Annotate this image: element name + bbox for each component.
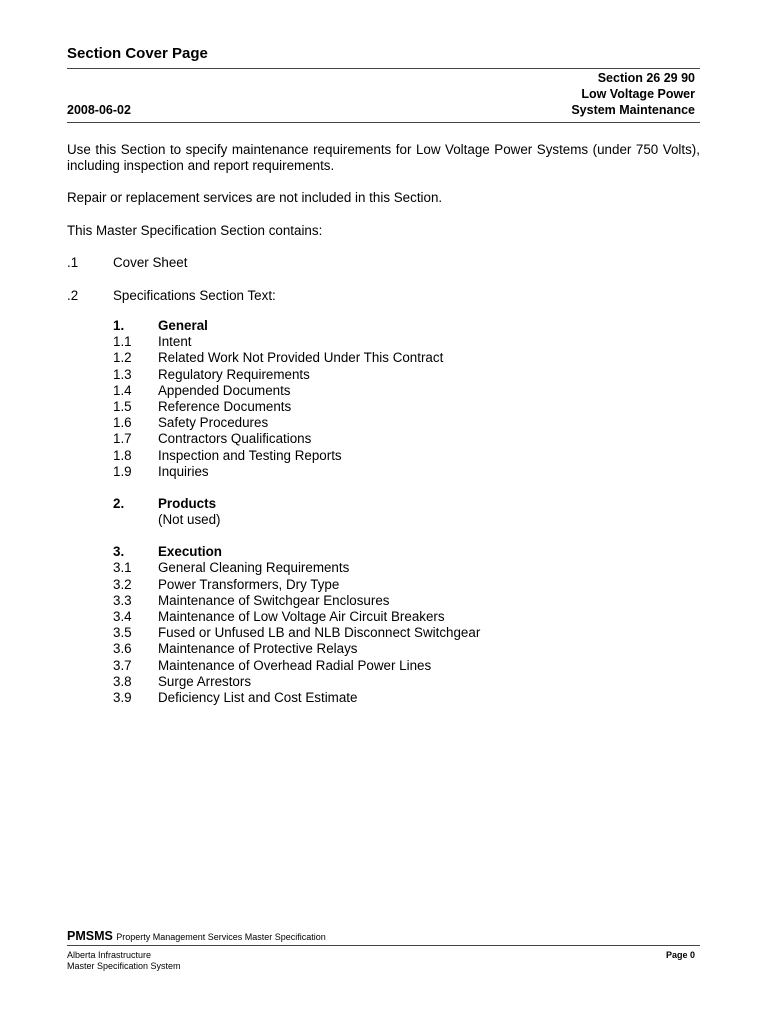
intro-paragraph: Use this Section to specify maintenance requirements for Low Voltage Power Systems (under 750 Volts), including inspection and report requirements.	[67, 142, 700, 173]
footer-brand-name: Property Management Services Master Specification	[116, 932, 326, 942]
list-item: 1.6 Safety Procedures	[113, 415, 269, 431]
footer-org-line1: Alberta Infrastructure	[67, 950, 152, 960]
section-identifier	[571, 70, 695, 118]
list-item: 1.1 Intent	[113, 334, 192, 350]
list-item: 3.6 Maintenance of Protective Relays	[113, 641, 358, 657]
issue-date: 2008-06-02	[67, 103, 131, 117]
header-top-rule	[67, 68, 700, 69]
part-heading: 3. Execution	[113, 544, 222, 560]
footer-brand-acronym: PMSMS	[67, 929, 113, 943]
list-item: 3.2 Power Transformers, Dry Type	[113, 576, 340, 592]
list-item: 3.9 Deficiency List and Cost Estimate	[113, 689, 358, 705]
footer-org-line2: Master Specification System	[67, 961, 181, 971]
list-item: 3.5 Fused or Unfused LB and NLB Disconnect Switchgear	[113, 625, 481, 641]
item-text: Specifications Section Text:	[113, 288, 276, 303]
section-name-line2: System Maintenance	[571, 103, 695, 117]
exclusion-paragraph: Repair or replacement services are not included in this Section.	[67, 190, 443, 205]
part-heading: 2. Products	[113, 495, 217, 511]
list-item: 3.4 Maintenance of Low Voltage Air Circuit Breakers	[113, 609, 445, 624]
part-note: (Not used)	[158, 512, 221, 528]
item-number: .2	[67, 288, 79, 303]
part-heading: 1. General	[113, 318, 208, 333]
item-number: .1	[67, 255, 79, 270]
footer-brand	[67, 929, 326, 943]
page-number: Page 0	[665, 950, 695, 960]
list-item: 3.7 Maintenance of Overhead Radial Power Lines	[113, 657, 432, 673]
list-item: 1.9 Inquiries	[113, 463, 209, 479]
section-number: Section 26 29 90	[597, 71, 695, 85]
header-bottom-rule	[67, 122, 700, 123]
list-item: 1.2 Related Work Not Provided Under This Contract	[113, 350, 444, 366]
list-item: 1.8 Inspection and Testing Reports	[113, 447, 342, 463]
list-item: 1.4 Appended Documents	[113, 382, 291, 398]
section-contents-list	[113, 318, 673, 706]
list-item: 3.1 General Cleaning Requirements	[113, 560, 350, 576]
footer-organization	[67, 950, 181, 972]
section-name-line1: Low Voltage Power	[581, 87, 695, 101]
list-item: 1.7 Contractors Qualifications	[113, 431, 312, 447]
list-item: 3.3 Maintenance of Switchgear Enclosures	[113, 592, 390, 608]
footer-rule	[67, 945, 700, 946]
page-title: Section Cover Page	[67, 45, 208, 62]
list-item: 1.5 Reference Documents	[113, 398, 292, 414]
item-text: Cover Sheet	[113, 255, 188, 270]
contains-label: This Master Specification Section contains:	[67, 223, 323, 238]
list-item: 3.8 Surge Arrestors	[113, 673, 252, 689]
list-item: 1.3 Regulatory Requirements	[113, 366, 310, 382]
